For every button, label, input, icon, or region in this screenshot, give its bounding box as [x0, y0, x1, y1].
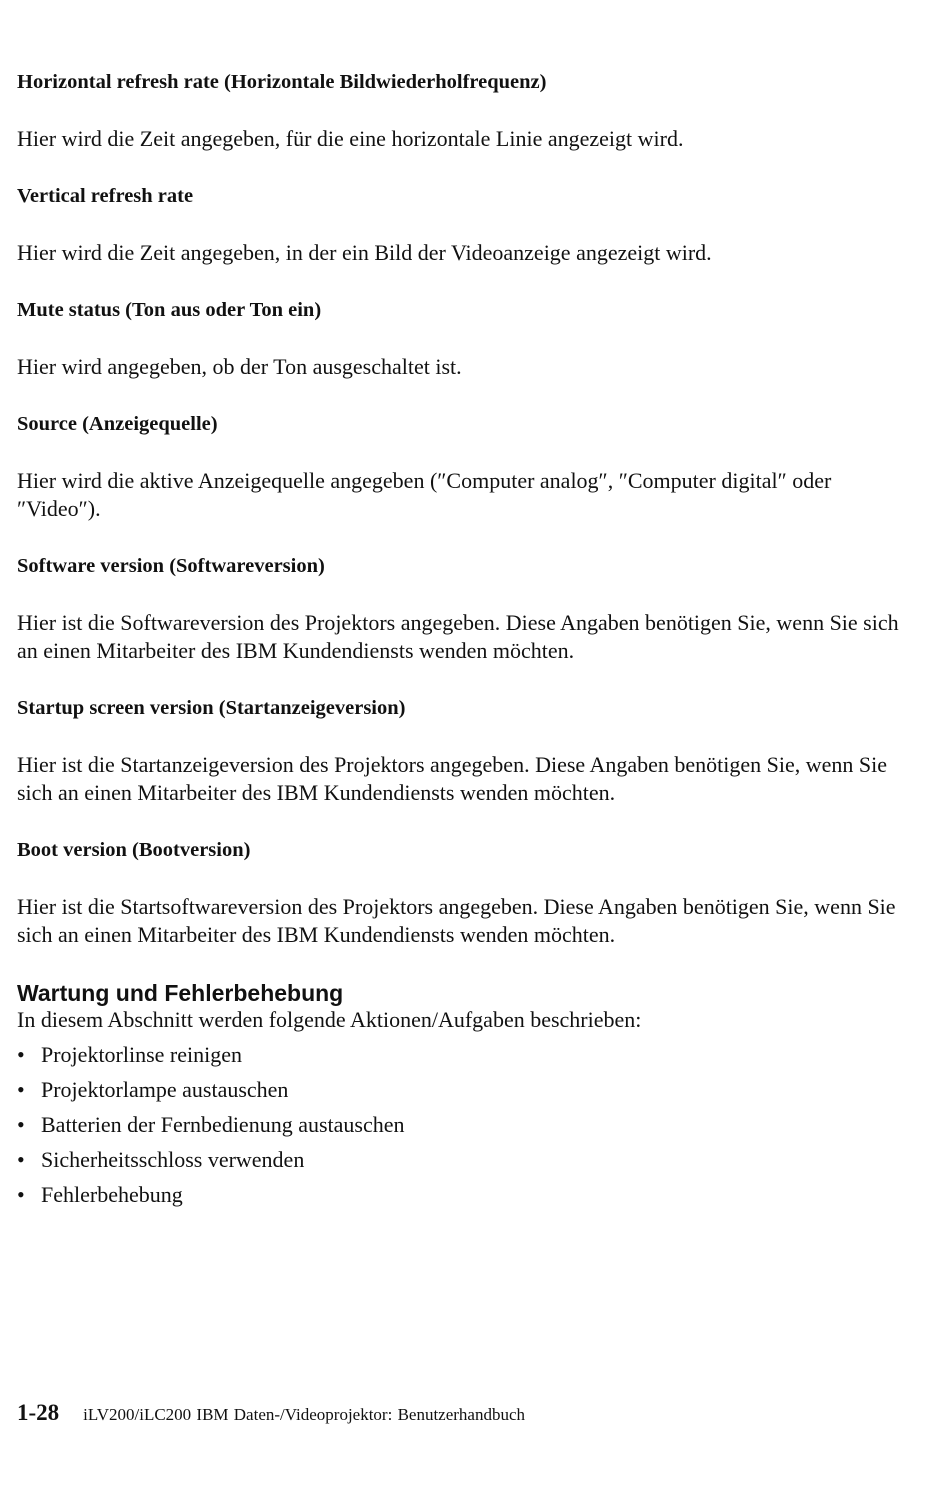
page-number: 1-28: [17, 1400, 60, 1425]
maintenance-section: [17, 978, 917, 1209]
list-item-label: Projektorlinse reinigen: [41, 1042, 243, 1067]
list-item: [17, 1146, 917, 1174]
list-item: [17, 1111, 917, 1139]
entry-title: Startup screen version (Startanzeigeversion): [17, 697, 406, 719]
list-item-label: Sicherheitsschloss verwenden: [41, 1147, 305, 1172]
entry-title: Mute status (Ton aus oder Ton ein): [17, 299, 322, 321]
entry-description: Hier wird die Zeit angegeben, für die eine horizontale Linie angezeigt wird.: [17, 126, 684, 151]
entry-mute-status: [17, 296, 917, 381]
page-footer: [17, 1398, 525, 1430]
list-item-label: Fehlerbehebung: [41, 1182, 183, 1207]
bullet-icon: •: [17, 1182, 25, 1207]
list-item-label: Batterien der Fernbedienung austauschen: [41, 1112, 405, 1137]
entry-vertical-refresh-rate: [17, 182, 917, 267]
entry-title: Vertical refresh rate: [17, 185, 194, 207]
book-title: iLV200/iLC200 IBM Daten-/Videoprojektor: Benutzerhandbuch: [83, 1405, 526, 1424]
bullet-icon: •: [17, 1042, 25, 1067]
section-intro: In diesem Abschnitt werden folgende Aktionen/Aufgaben beschrieben:: [17, 1007, 642, 1032]
entry-boot-version: [17, 836, 917, 949]
entry-title: Horizontal refresh rate (Horizontale Bildwiederholfrequenz): [17, 71, 547, 93]
entry-title: Software version (Softwareversion): [17, 555, 325, 577]
list-item: [17, 1076, 917, 1104]
entry-description: Hier wird die Zeit angegeben, in der ein Bild der Videoanzeige angezeigt wird.: [17, 240, 712, 265]
entry-title: Source (Anzeigequelle): [17, 413, 218, 435]
entry-description: Hier ist die Startanzeigeversion des Projektors angegeben. Diese Angaben benötigen Sie, wenn Sie sich an einen Mitarbeiter des IBM Kundendiensts wenden möchten.: [17, 752, 887, 805]
bullet-icon: •: [17, 1077, 25, 1102]
section-heading: Wartung und Fehlerbehebung: [17, 980, 344, 1006]
entry-title: Boot version (Bootversion): [17, 839, 251, 861]
task-list: [17, 1041, 917, 1209]
bullet-icon: •: [17, 1112, 25, 1137]
list-item: [17, 1041, 917, 1069]
bullet-icon: •: [17, 1147, 25, 1172]
document-page: [17, 68, 917, 1216]
entry-horizontal-refresh-rate: [17, 68, 917, 153]
entry-description: Hier wird angegeben, ob der Ton ausgeschaltet ist.: [17, 354, 462, 379]
entry-startup-screen-version: [17, 694, 917, 807]
entry-source: [17, 410, 917, 523]
entry-description: Hier ist die Startsoftwareversion des Projektors angegeben. Diese Angaben benötigen Sie, wenn Sie sich an einen Mitarbeiter des IBM Kundendiensts wenden möchten.: [17, 894, 896, 947]
list-item: [17, 1181, 917, 1209]
entry-software-version: [17, 552, 917, 665]
entry-description: Hier ist die Softwareversion des Projektors angegeben. Diese Angaben benötigen Sie, wenn Sie sich an einen Mitarbeiter des IBM Kundendiensts wenden möchten.: [17, 610, 899, 663]
list-item-label: Projektorlampe austauschen: [41, 1077, 289, 1102]
entry-description: Hier wird die aktive Anzeigequelle angegeben (″Computer analog″, ″Computer digital″ oder ″Video″).: [17, 468, 832, 521]
